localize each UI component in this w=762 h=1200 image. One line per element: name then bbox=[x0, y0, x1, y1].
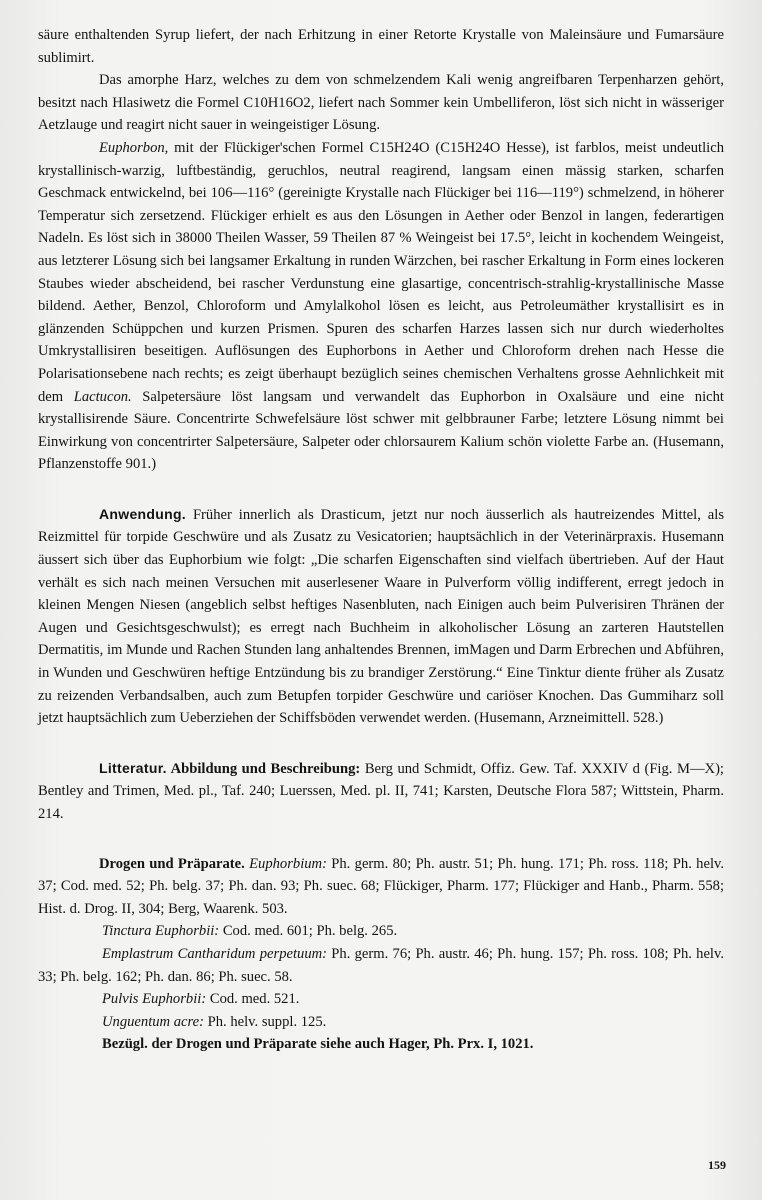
paragraph-tinctura bbox=[38, 920, 724, 943]
emplastrum-term: Emplastrum Cantharidum perpetuum: bbox=[102, 945, 328, 962]
euphorbon-text-2: Salpetersäure löst langsam und verwandelt das Euphorbon in Oxalsäure und eine nicht krystallisirende Säure. Concentrirte Schwefelsäure löst schwer mit gelbbrauner Farbe; letztere Lösung nimmt bei Einwirkung von concentrirter Salpetersäure, Salpeter oder chlorsaurem Kalium schön violette Farbe an. (Husemann, Pflanzenstoffe 901.) bbox=[38, 388, 724, 473]
euphorbon-term: Euphorbon, bbox=[99, 139, 169, 156]
anwendung-heading: Anwendung. bbox=[99, 505, 186, 522]
drogen-text: Ph. germ. 80; Ph. austr. 51; Ph. hung. 171; Ph. ross. 118; Ph. helv. 37; Cod. med. 52; Ph. belg. 37; Ph. dan. 93; Ph. suec. 68; Flückiger, Pharm. 177; Flückiger and Hanb., Pharm. 558; Hist. d. Drog. II, 304; Berg, Waarenk. 503. bbox=[38, 855, 725, 917]
emplastrum-text: Ph. germ. 76; Ph. austr. 46; Ph. hung. 157; Ph. ross. 108; Ph. helv. 33; Ph. belg. 162; Ph. dan. 86; Ph. suec. 58. bbox=[38, 945, 724, 985]
paragraph-emplastrum bbox=[38, 943, 724, 988]
euphorbium-term: Euphorbium: bbox=[244, 855, 327, 872]
unguentum-term: Unguentum acre: bbox=[102, 1013, 204, 1030]
litteratur-text: Berg und Schmidt, Offiz. Gew. Taf. XXXIV d (Fig. M—X); Bentley and Trimen, Med. pl., Taf. 240; Luerssen, Med. pl. II, 741; Karsten, Deutsche Flora 587; Wittstein, Pharm. 214. bbox=[38, 760, 724, 822]
tinctura-text: Cod. med. 601; Ph. belg. 265. bbox=[219, 923, 398, 940]
unguentum-text: Ph. helv. suppl. 125. bbox=[204, 1013, 327, 1030]
paragraph-pulvis bbox=[38, 988, 724, 1011]
euphorbon-text-1: mit der Flückiger'schen Formel C15H24O (C15H24O Hesse), ist farblos, meist undeutlich krystallinisch-warzig, luftbeständig, geruchlos, neutral reagirend, langsam einen mässig starken, scharfen Geschmack entwickelnd, bei 106—116° (gereinigte Krystalle nach Flückiger bei 116—119°) schmelzend, in höherer Temperatur sich zersetzend. Flückiger erhielt es aus den Lösungen in Aether oder Benzol in langen, federartigen Nadeln. Es löst sich in 38000 Theilen Wasser, 59 Theilen 87 % Weingeist bei 17.5°, leicht in kochendem Weingeist, aus letzterer Lösung sich bei langsamer Erkaltung in runden Wärzchen, bei rascher Erkaltung in Form eines lockeren Staubes wieder abscheidend, bei rascher Verdunstung eine glasartige, concentrisch-strahlig-krystallinische Masse bildend. Aether, Benzol, Chloroform und Amylalkohol lösen es leicht, aus Petroleumäther krystallisirt es in glänzenden Schüppchen und kurzen Prismen. Spuren des scharfen Harzes lassen sich nur durch wiederholtes Umkrystallisiren beseitigen. Auflösungen des Euphorbons in Aether und Chloroform drehen nach Hesse die Polarisationsebene nach rechts; es zeigt überhaupt bezüglich seines chemischen Verhaltens grosse Aehnlichkeit mit dem bbox=[38, 139, 724, 405]
abbildung-subheading: Abbildung und Beschreibung: bbox=[166, 760, 361, 777]
paragraph-drogen bbox=[38, 853, 724, 921]
paragraph-anwendung bbox=[38, 503, 724, 730]
paragraph-syrup: säure enthaltenden Syrup liefert, der nach Erhitzung in einer Retorte Krystalle von Maleinsäure und Fumarsäure sublimirt. bbox=[38, 27, 724, 66]
paragraph-amorphous-resin: Das amorphe Harz, welches zu dem von schmelzendem Kali wenig angreifbaren Terpenharzen gehört, besitzt nach Hlasiwetz die Formel C10H16O2, liefert nach Sommer kein Umbelliferon, löst sich nicht in wässeriger Aetzlauge und reagirt nicht sauer in weingeistiger Lösung. bbox=[38, 72, 724, 134]
text-column bbox=[38, 24, 724, 1056]
paragraph-euphorbon bbox=[38, 137, 724, 476]
litteratur-heading: Litteratur. bbox=[99, 759, 167, 776]
page-number: 159 bbox=[708, 1158, 726, 1172]
pulvis-term: Pulvis Euphorbii: bbox=[102, 991, 207, 1008]
paragraph-litteratur bbox=[38, 757, 724, 826]
lactucon-term: Lactucon. bbox=[73, 388, 132, 405]
anwendung-text: Früher innerlich als Drasticum, jetzt nur noch äusserlich als hautreizendes Mittel, als Reizmittel für torpide Geschwüre und als Zusatz zu Vesicatorien; hauptsächlich in der Veterinärpraxis. Husemann äussert sich über das Euphorbium wie folgt: „Die scharfen Eigenschaften sind vielfach übertrieben. Auf der Haut verhält es sich nach meinen Versuchen mit auserlesener Waare in Pulverform völlig indifferent, erregt jedoch in kleinen Mengen Niesen (angeblich selbst heftiges Nasenbluten, nach Einigen auch beim Pulverisiren Thränen der Augen und Gesichtsgeschwulst); es erregt nach Buchheim in alkoholischer Lösung an zarteren Hautstellen Dermatitis, im Munde und Rachen Stunden lang anhaltendes Brennen, imMagen und Darm Erbrechen und Abführen, in Wunden und Geschwüren heftige Entzündung bis zu brandiger Zerstörung.“ Eine Tinktur diente früher als Zusatz zu reizenden Verbandsalben, auch zum Betupfen torpider Geschwüre und cariöser Knochen. Das Gummiharz soll jetzt hauptsächlich zum Ueberziehen der Schiffsböden verwendet werden. (Husemann, Arzneimittell. 528.) bbox=[38, 506, 724, 727]
drogen-heading: Drogen und Präparate. bbox=[99, 855, 245, 872]
paragraph-hager-reference: Bezügl. der Drogen und Präparate siehe auch Hager, Ph. Prx. I, 1021. bbox=[102, 1036, 534, 1053]
pulvis-text: Cod. med. 521. bbox=[206, 991, 300, 1008]
tinctura-term: Tinctura Euphorbii: bbox=[102, 923, 220, 940]
paragraph-unguentum bbox=[38, 1011, 724, 1034]
